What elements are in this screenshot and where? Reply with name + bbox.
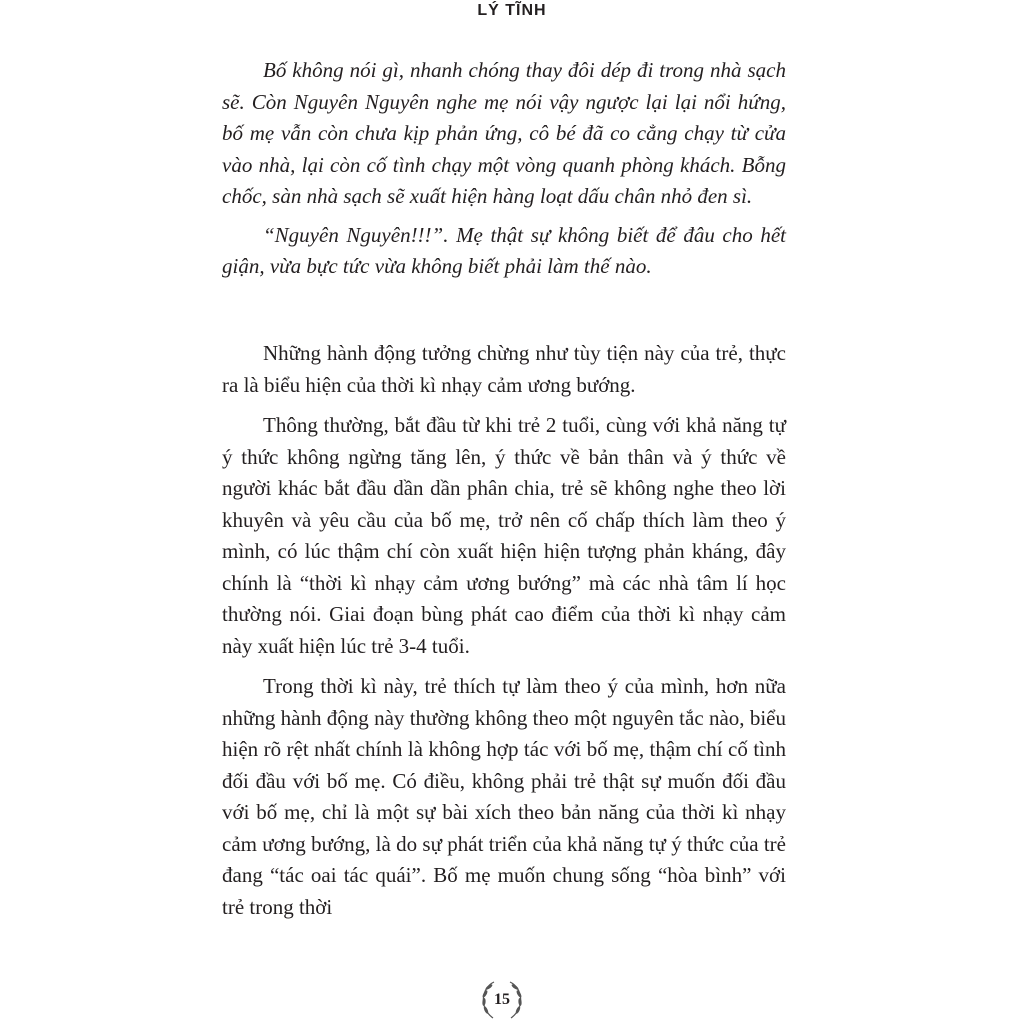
body-paragraph: Thông thường, bắt đầu từ khi trẻ 2 tuổi, cùng với khả năng tự ý thức không ngừng tăng lên, ý thức về bản thân và ý thức về người khác bắt đầu dần dần phân chia, trẻ sẽ không nghe theo lời khuyên và yêu cầu của bố mẹ, trở nên cố chấp thích làm theo ý mình, có lúc thậm chí còn xuất hiện hiện tượng phản kháng, đây chính là “thời kì nhạy cảm ương bướng” mà các nhà tâm lí học thường nói. Giai đoạn bùng phát cao điểm của thời kì nhạy cảm này xuất hiện lúc trẻ 3-4 tuổi.: [222, 413, 786, 658]
running-head-author: LÝ TĨNH: [477, 2, 547, 19]
story-excerpt: [222, 55, 786, 283]
page-number: 15: [494, 991, 510, 1008]
story-paragraph: “Nguyên Nguyên!!!”. Mẹ thật sự không biết để đâu cho hết giận, vừa bực tức vừa không biết phải làm thế nào.: [222, 222, 786, 278]
body-text: [222, 338, 786, 923]
body-paragraph: Trong thời kì này, trẻ thích tự làm theo ý của mình, hơn nữa những hành động này thường không theo một nguyên tắc nào, biểu hiện rõ rệt nhất chính là không hợp tác với bố mẹ, thậm chí cố tình đối đầu với bố mẹ. Có điều, không phải trẻ thật sự muốn đối đầu với bố mẹ, chỉ là một sự bài xích theo bản năng của thời kì nhạy cảm ương bướng, là do sự phát triển của khả năng tự ý thức của trẻ đang “tác oai tác quái”. Bố mẹ muốn chung sống “hòa bình” với trẻ trong thời: [222, 674, 786, 919]
body-paragraph: Những hành động tưởng chừng như tùy tiện này của trẻ, thực ra là biểu hiện của thời kì nhạy cảm ương bướng.: [222, 341, 786, 397]
page-folio: [467, 976, 537, 1024]
story-paragraph: Bố không nói gì, nhanh chóng thay đôi dép đi trong nhà sạch sẽ. Còn Nguyên Nguyên nghe mẹ nói vậy ngược lại lại nổi hứng, bố mẹ vẫn còn chưa kịp phản ứng, cô bé đã co cẳng chạy từ cửa vào nhà, lại còn cố tình chạy một vòng quanh phòng khách. Bỗng chốc, sàn nhà sạch sẽ xuất hiện hàng loạt dấu chân nhỏ đen sì.: [222, 58, 786, 208]
